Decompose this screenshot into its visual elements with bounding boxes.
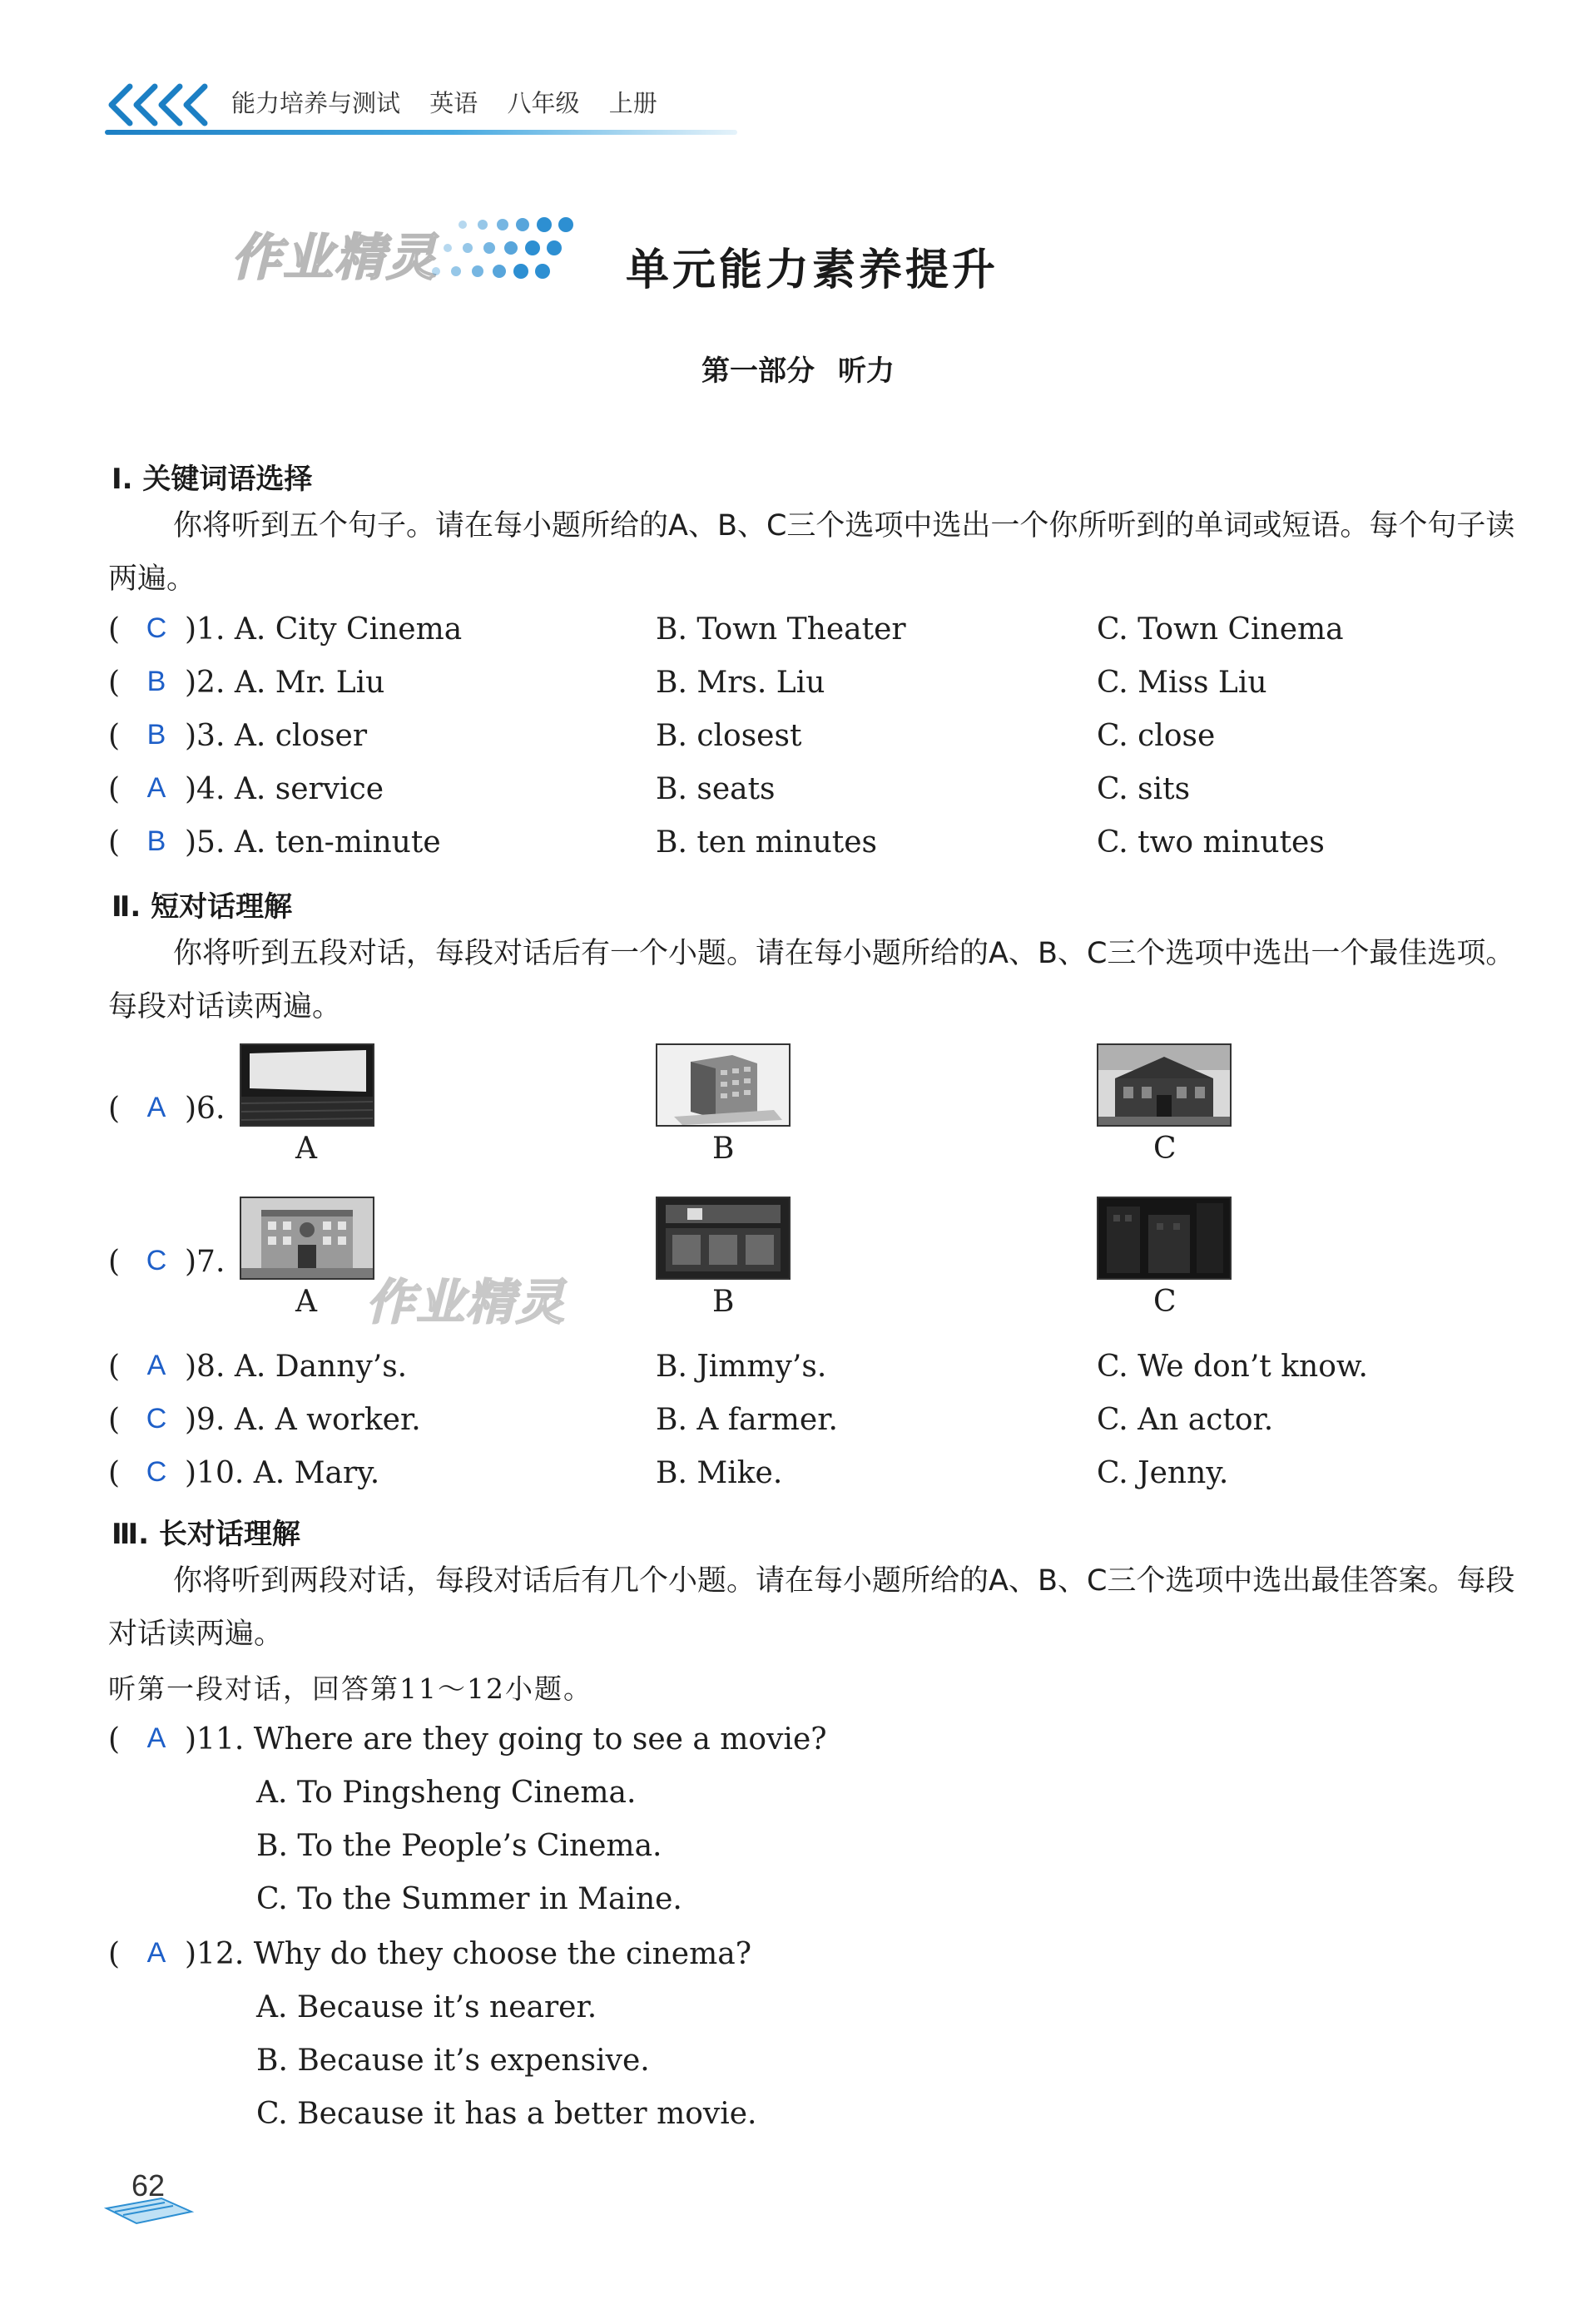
question-row bbox=[108, 772, 1523, 814]
section-instruction: 你将听到五个句子。请在每小题所给的A、B、C三个选项中选出一个你所听到的单词或短语。每个句子读两遍。 bbox=[108, 509, 1515, 596]
question-row bbox=[108, 719, 1523, 761]
watermark-text: 作业精灵 bbox=[366, 1274, 567, 1330]
question-option-a bbox=[185, 666, 384, 700]
option-b: B. Mike. bbox=[656, 1456, 783, 1490]
option-b: B. To the People’s Cinema. bbox=[256, 1829, 662, 1863]
section-heading: Ⅰ. 关键词语选择 bbox=[112, 463, 313, 496]
part-title bbox=[0, 348, 1596, 389]
option-a: A. service bbox=[234, 772, 384, 806]
option-a: A. Mary. bbox=[253, 1456, 380, 1490]
watermark-logo: 作业精灵 bbox=[231, 229, 438, 287]
option-a: A. Because it’s nearer. bbox=[256, 1990, 597, 2024]
picture-label-b: B bbox=[712, 1132, 735, 1166]
question-number: )4. bbox=[185, 772, 235, 806]
chevron-left-icon bbox=[180, 83, 213, 126]
question-number: )5. bbox=[185, 825, 235, 860]
page-number: 62 bbox=[131, 2168, 166, 2203]
answer-mark: C bbox=[146, 1456, 167, 1488]
decorative-dots-icon bbox=[414, 213, 581, 288]
open-paren: ( bbox=[108, 1350, 121, 1384]
question-row bbox=[108, 825, 1523, 867]
section-heading: Ⅲ. 长对话理解 bbox=[112, 1518, 300, 1551]
picture-label-b: B bbox=[712, 1285, 735, 1319]
hotel-building-picture bbox=[240, 1197, 374, 1280]
question-number: )8. bbox=[185, 1350, 235, 1384]
page-header bbox=[105, 77, 754, 135]
section-instruction: 你将听到五段对话，每段对话后有一个小题。请在每小题所给的A、B、C三个选项中选出一个最佳选项。每段对话读两遍。 bbox=[108, 937, 1515, 1023]
option-c: C. We don’t know. bbox=[1097, 1350, 1368, 1384]
question-option-a bbox=[185, 825, 441, 860]
option-a: A. To Pingsheng Cinema. bbox=[256, 1776, 637, 1810]
answer-mark: C bbox=[146, 1245, 167, 1276]
question-row bbox=[108, 666, 1523, 707]
picture-label-c: C bbox=[1153, 1132, 1177, 1166]
header-volume: 上册 bbox=[608, 89, 657, 117]
open-paren: ( bbox=[108, 1245, 121, 1279]
question-stem bbox=[185, 1937, 751, 1971]
open-paren: ( bbox=[108, 825, 121, 860]
dark-street-picture bbox=[1097, 1197, 1232, 1280]
picture-label-a: A bbox=[295, 1285, 317, 1319]
open-paren: ( bbox=[108, 772, 121, 806]
theater-building-picture bbox=[1097, 1043, 1232, 1127]
answer-mark: A bbox=[146, 1722, 166, 1754]
option-b: B. Because it’s expensive. bbox=[256, 2044, 650, 2078]
option-a: A. closer bbox=[234, 719, 368, 753]
option-a: A. ten-minute bbox=[234, 825, 441, 860]
header-text bbox=[231, 85, 679, 119]
part-name: 听力 bbox=[838, 354, 895, 388]
question-option-a bbox=[185, 719, 367, 753]
part-label: 第一部分 bbox=[701, 354, 815, 388]
question-number: )2. bbox=[185, 666, 235, 700]
open-paren: ( bbox=[108, 666, 121, 700]
question-number: )11. bbox=[185, 1722, 254, 1757]
office-building-picture bbox=[656, 1043, 791, 1127]
answer-mark: C bbox=[146, 612, 167, 644]
header-book: 能力培养与测试 bbox=[231, 89, 401, 117]
option-b: B. closest bbox=[656, 719, 802, 753]
question-row bbox=[108, 1403, 1523, 1444]
open-paren: ( bbox=[108, 719, 121, 753]
option-c: C. Because it has a better movie. bbox=[256, 2097, 757, 2131]
option-c: C. An actor. bbox=[1097, 1403, 1274, 1437]
option-b: B. Town Theater bbox=[656, 612, 906, 647]
question-text: Why do they choose the cinema? bbox=[253, 1937, 752, 1971]
answer-mark: B bbox=[146, 719, 166, 751]
option-c: C. close bbox=[1097, 719, 1216, 753]
option-c: C. two minutes bbox=[1097, 825, 1325, 860]
question-number: )7. bbox=[185, 1245, 226, 1279]
open-paren: ( bbox=[108, 1403, 121, 1437]
question-number: )10. bbox=[185, 1456, 254, 1490]
question-option-a bbox=[185, 612, 462, 647]
open-paren: ( bbox=[108, 1092, 121, 1126]
question-row bbox=[108, 612, 1523, 654]
option-a: A. Mr. Liu bbox=[234, 666, 385, 700]
option-b: B. ten minutes bbox=[656, 825, 878, 860]
option-c: C. sits bbox=[1097, 772, 1191, 806]
answer-mark: C bbox=[146, 1403, 167, 1435]
option-b: B. Mrs. Liu bbox=[656, 666, 825, 700]
option-a: A. Danny’s. bbox=[234, 1350, 408, 1384]
option-c: C. Jenny. bbox=[1097, 1456, 1229, 1490]
option-a: A. City Cinema bbox=[234, 612, 463, 647]
question-row bbox=[108, 1937, 1523, 1979]
option-a: A. A worker. bbox=[234, 1403, 421, 1437]
question-option-a bbox=[185, 1350, 407, 1384]
question-number: )12. bbox=[185, 1937, 254, 1971]
question-number: )3. bbox=[185, 719, 235, 753]
option-b: B. seats bbox=[656, 772, 776, 806]
header-grade: 八年级 bbox=[507, 89, 580, 117]
open-paren: ( bbox=[108, 1937, 121, 1971]
option-c: C. Town Cinema bbox=[1097, 612, 1344, 647]
question-stem bbox=[185, 1722, 827, 1757]
header-underline bbox=[105, 130, 737, 135]
question-number: )1. bbox=[185, 612, 235, 647]
question-row bbox=[108, 1722, 1523, 1764]
page-title: 单元能力素养提升 bbox=[626, 245, 999, 295]
answer-mark: B bbox=[146, 825, 166, 857]
picture-label-c: C bbox=[1153, 1285, 1177, 1319]
header-subject: 英语 bbox=[429, 89, 478, 117]
answer-mark: A bbox=[146, 772, 166, 804]
question-number: )9. bbox=[185, 1403, 235, 1437]
question-text: Where are they going to see a movie? bbox=[253, 1722, 827, 1757]
option-b: B. Jimmy’s. bbox=[656, 1350, 827, 1384]
section-instruction: 你将听到两段对话，每段对话后有几个小题。请在每小题所给的A、B、C三个选项中选出最佳答案。每段对话读两遍。 bbox=[108, 1564, 1515, 1651]
answer-mark: A bbox=[146, 1092, 166, 1123]
question-option-a bbox=[185, 772, 384, 806]
dialogue-sub-heading: 听第一段对话，回答第11～12小题。 bbox=[108, 1672, 592, 1705]
question-row bbox=[108, 1350, 1523, 1391]
cinema-screen-picture bbox=[240, 1043, 374, 1127]
question-option-a bbox=[185, 1403, 421, 1437]
question-row bbox=[108, 1456, 1523, 1498]
answer-mark: B bbox=[146, 666, 166, 697]
open-paren: ( bbox=[108, 1456, 121, 1490]
section-heading: Ⅱ. 短对话理解 bbox=[112, 890, 293, 924]
question-option-a bbox=[185, 1456, 379, 1490]
option-b: B. A farmer. bbox=[656, 1403, 838, 1437]
answer-mark: A bbox=[146, 1350, 166, 1381]
open-paren: ( bbox=[108, 1722, 121, 1757]
option-c: C. Miss Liu bbox=[1097, 666, 1267, 700]
picture-label-a: A bbox=[295, 1132, 317, 1166]
question-number: )6. bbox=[185, 1092, 226, 1126]
open-paren: ( bbox=[108, 612, 121, 647]
option-c: C. To the Summer in Maine. bbox=[256, 1882, 682, 1916]
answer-mark: A bbox=[146, 1937, 166, 1969]
shop-front-picture bbox=[656, 1197, 791, 1280]
